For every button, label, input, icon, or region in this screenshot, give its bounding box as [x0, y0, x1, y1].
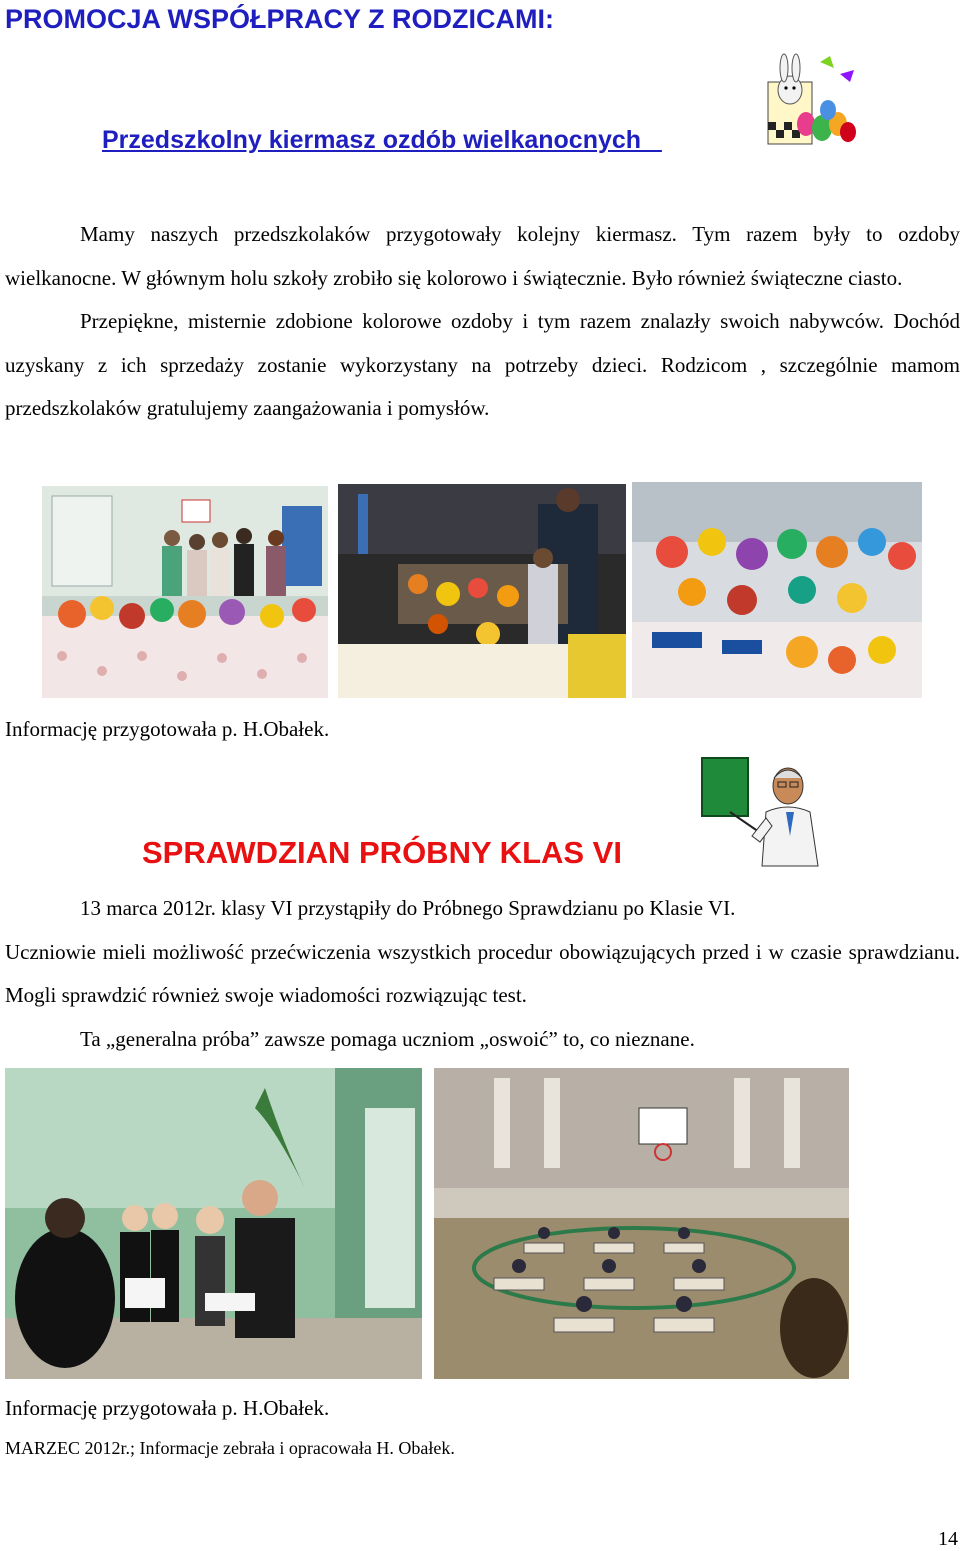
easter-clipart-icon — [760, 52, 864, 152]
teacher-at-board-clipart-icon — [700, 756, 824, 868]
easter-fair-caption: Informację przygotowała p. H.Obałek. — [5, 717, 330, 741]
easter-fair-paragraph-1: Mamy naszych przedszkolaków przygotowały kolejny kiermasz. Tym razem były to ozdoby wielkanocne. W głównym holu szkoły zrobiło się kolorowo i świątecznie. Było również świąteczne ciasto. — [5, 222, 960, 290]
practice-test-paragraph-3: Ta „generalna próba” zawsze pomaga uczniom „oswoić” to, co nieznane. — [80, 1026, 695, 1051]
section-title-practice-test: SPRAWDZIAN PRÓBNY KLAS VI — [142, 835, 622, 870]
practice-test-caption: Informację przygotowała p. H.Obałek. — [5, 1396, 330, 1420]
easter-fair-paragraph-2: Przepiękne, misternie zdobione kolorowe ozdoby i tym razem znalazły swoich nabywców. Dochód uzyskany z ich sprzedaży zostanie wykorzystany na potrzeby dzieci. Rodzicom , szczególnie mamom przedszkolaków gratulujemy zaangażowania i pomysłów. — [5, 309, 960, 420]
photo-easter-fair-tables — [338, 484, 626, 698]
section-subtitle-easter-fair: Przedszkolny kiermasz ozdób wielkanocnych — [102, 126, 662, 154]
practice-test-paragraph-1: 13 marca 2012r. klasy VI przystąpiły do Próbnego Sprawdzianu po Klasie VI. — [80, 896, 736, 920]
page-footer: MARZEC 2012r.; Informacje zebrała i opracowała H. Obałek. — [5, 1438, 455, 1458]
section-title-promotion: PROMOCJA WSPÓŁPRACY Z RODZICAMI: — [5, 4, 555, 34]
practice-test-paragraph-2: Uczniowie mieli możliwość przećwiczenia wszystkich procedur obowiązujących przed i w czasie sprawdzianu. Mogli sprawdzić również swoje wiadomości rozwiązując test. — [5, 939, 960, 1007]
page-number: 14 — [938, 1528, 958, 1550]
practice-test-text — [5, 887, 960, 1061]
photo-easter-decorations — [632, 482, 922, 698]
photo-students-hallway — [5, 1068, 422, 1379]
photo-easter-fair-mothers — [42, 486, 328, 698]
easter-fair-text — [5, 213, 960, 431]
photo-gym-exam — [434, 1068, 849, 1379]
